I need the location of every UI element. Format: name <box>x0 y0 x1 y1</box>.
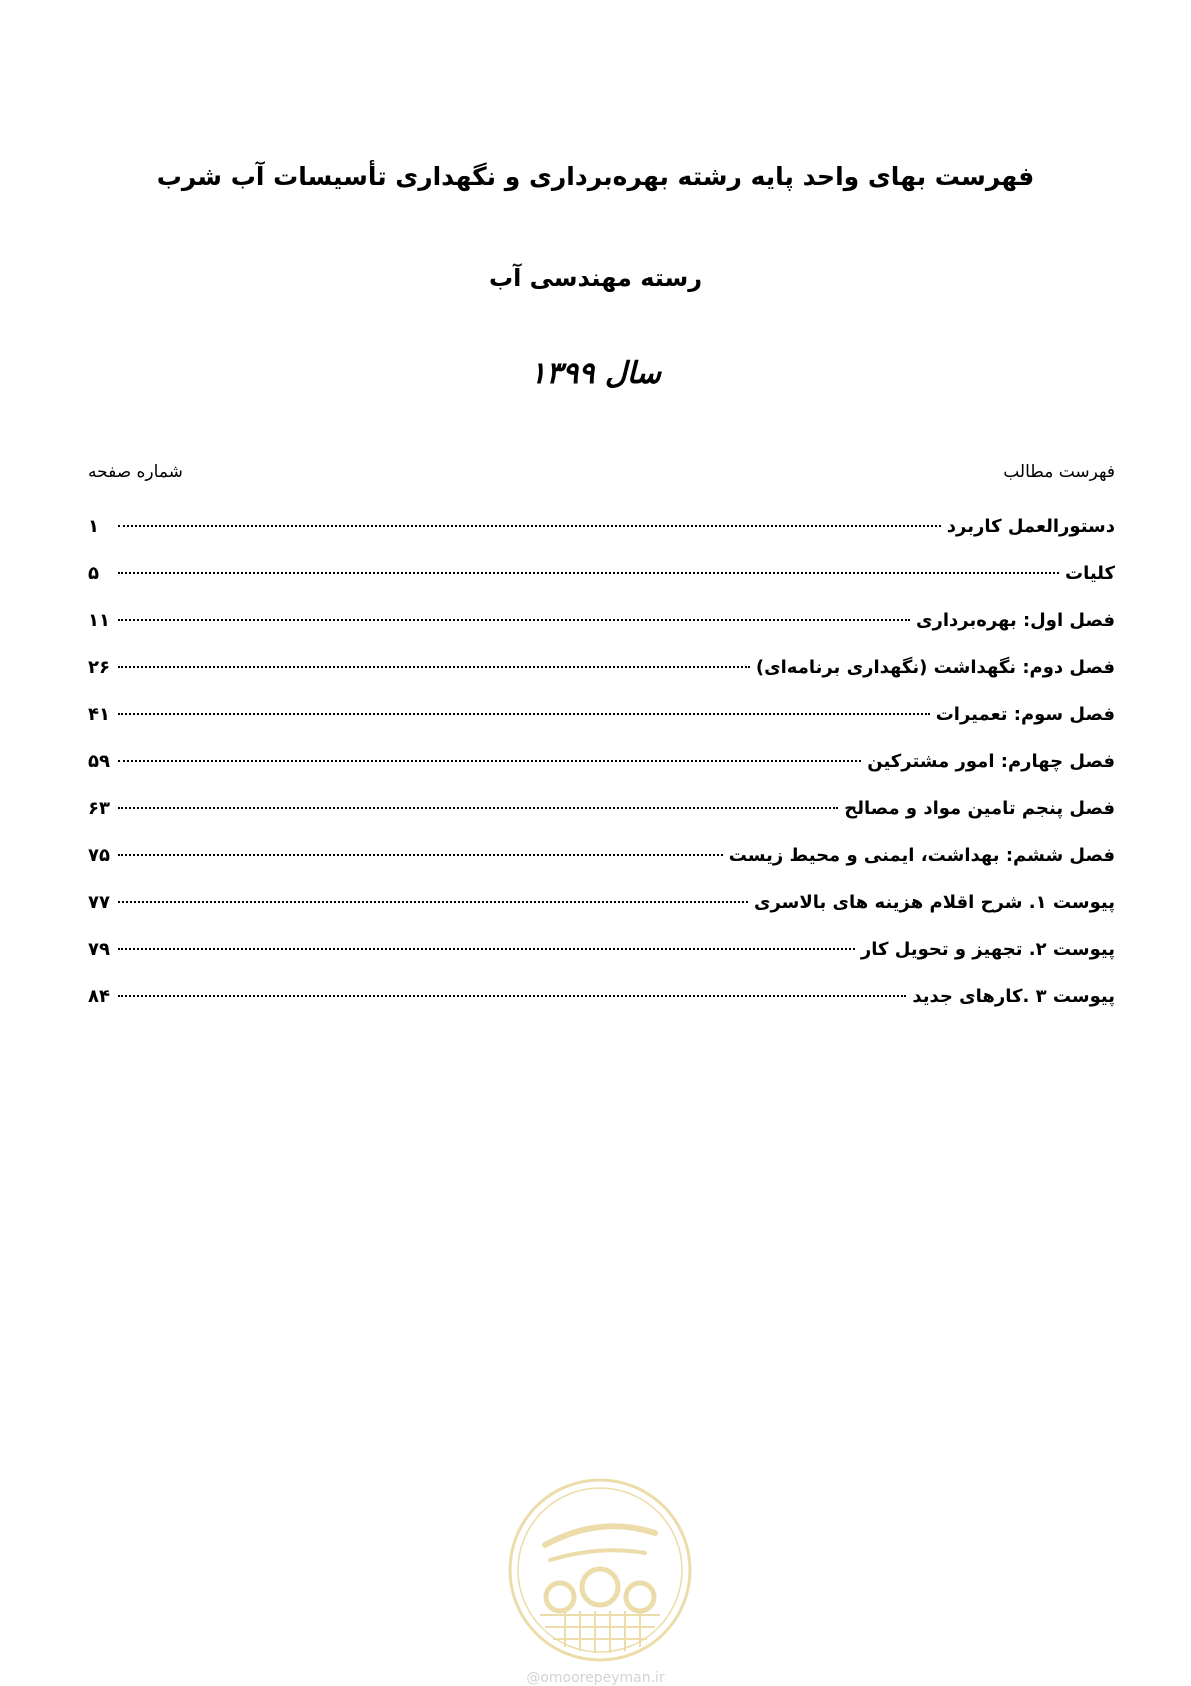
toc-entry[interactable] <box>88 892 1115 939</box>
leader-dots <box>118 760 861 762</box>
toc-entry[interactable] <box>88 704 1115 751</box>
toc-entry-title: فصل اول: بهره‌برداری <box>916 610 1115 631</box>
toc-entry-title: فصل چهارم: امور مشترکین <box>867 751 1115 772</box>
leader-dots <box>118 525 941 527</box>
leader-dots <box>118 854 723 856</box>
toc-entry-page: ۱۱ <box>88 610 110 631</box>
leader-dots <box>118 713 930 715</box>
toc-entry-title: پیوست ۳ .کارهای جدید <box>912 986 1115 1007</box>
leader-dots <box>118 948 855 950</box>
toc-entry-page: ۷۹ <box>88 939 110 960</box>
watermark-seal-logo <box>505 1475 695 1665</box>
toc-entry[interactable] <box>88 845 1115 892</box>
leader-dots <box>118 807 838 809</box>
leader-dots <box>118 572 1059 574</box>
toc-entry-page: ۸۴ <box>88 986 110 1007</box>
leader-dots <box>118 666 750 668</box>
toc-entry-page: ۷۷ <box>88 892 110 913</box>
toc-entry-title: پیوست ۲. تجهیز و تحویل کار <box>860 939 1115 960</box>
toc-entry[interactable] <box>88 610 1115 657</box>
toc-heading: فهرست مطالب <box>1003 462 1115 482</box>
toc-entry-page: ۵ <box>88 563 99 584</box>
watermark-handle: @omoorepeyman.ir <box>526 1670 665 1686</box>
toc-entry[interactable] <box>88 751 1115 798</box>
table-of-contents <box>88 516 1115 1033</box>
toc-entry-page: ۶۳ <box>88 798 110 819</box>
toc-entry-page: ۲۶ <box>88 657 110 678</box>
toc-entry-title: فصل ششم: بهداشت، ایمنی و محیط زیست <box>728 845 1115 866</box>
toc-entry-page: ۱ <box>88 516 99 537</box>
document-title: فهرست بهای واحد پایه رشته بهره‌برداری و نگهداری تأسیسات آب شرب <box>156 162 1035 191</box>
toc-entry[interactable] <box>88 986 1115 1033</box>
toc-entry-title: دستورالعمل کاربرد <box>946 516 1115 537</box>
toc-entry[interactable] <box>88 939 1115 986</box>
leader-dots <box>118 619 910 621</box>
toc-entry[interactable] <box>88 516 1115 563</box>
toc-entry-page: ۷۵ <box>88 845 110 866</box>
toc-entry[interactable] <box>88 657 1115 704</box>
leader-dots <box>118 901 748 903</box>
page-number-heading: شماره صفحه <box>88 462 183 482</box>
toc-entry-title: فصل پنجم تامین مواد و مصالح <box>844 798 1115 819</box>
toc-entry[interactable] <box>88 798 1115 845</box>
toc-entry-title: فصل سوم: تعمیرات <box>935 704 1115 725</box>
toc-entry[interactable] <box>88 563 1115 610</box>
document-year: سال ۱۳۹۹ <box>530 356 661 391</box>
leader-dots <box>118 995 906 997</box>
toc-entry-title: پیوست ۱. شرح اقلام هزینه های بالاسری <box>753 892 1115 913</box>
toc-entry-page: ۴۱ <box>88 704 110 725</box>
toc-entry-title: کلیات <box>1064 563 1115 584</box>
toc-entry-title: فصل دوم: نگهداشت (نگهداری برنامه‌ای) <box>755 657 1115 678</box>
document-subtitle: رسته مهندسی آب <box>488 264 703 292</box>
toc-entry-page: ۵۹ <box>88 751 110 772</box>
